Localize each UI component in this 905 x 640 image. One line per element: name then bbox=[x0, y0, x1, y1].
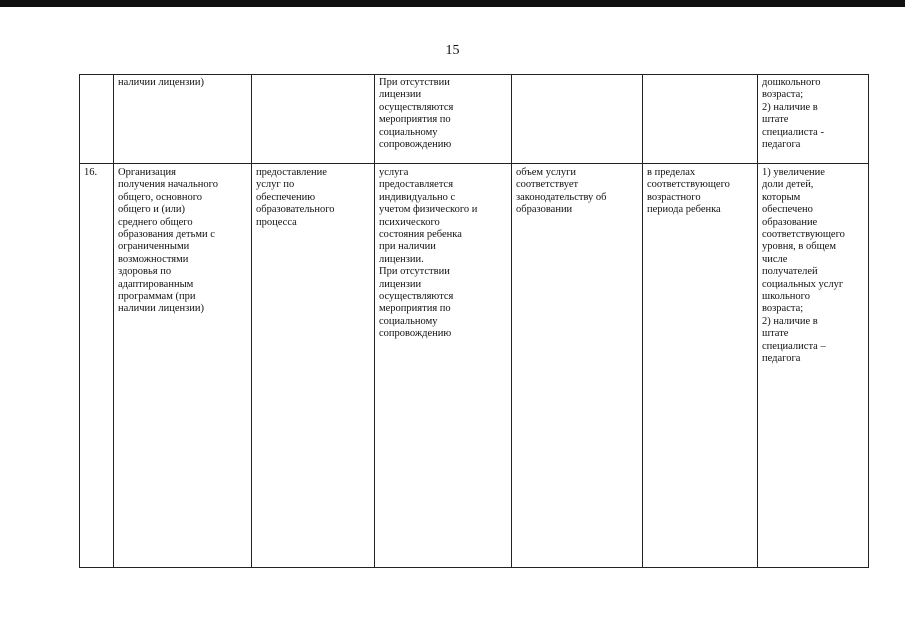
services-table bbox=[79, 74, 869, 568]
cell-provision-period bbox=[643, 164, 758, 568]
page-number: 15 bbox=[445, 43, 460, 58]
cell-service-name-text: Организация получения начального общего, основного общего и (или) среднего общего образования детьми с ограниченными возможностями здоровья по адаптированным программам (при наличии лицензии) bbox=[118, 167, 218, 315]
cell-provision-conditions-text: При отсутствии лицензии осуществляются мероприятия по социальному сопровождению bbox=[379, 77, 454, 151]
cell-service-name-text: наличии лицензии) bbox=[118, 77, 205, 88]
cell-provision-period-text: в пределах соответствующего возрастного периода ребенка bbox=[647, 167, 730, 216]
cell-number bbox=[80, 164, 114, 568]
cell-service-volume-text: объем услуги соответствует законодательству об образовании bbox=[516, 167, 607, 216]
cell-service-volume bbox=[512, 75, 643, 164]
cell-service-name bbox=[114, 164, 252, 568]
cell-provision-conditions-text: услуга предоставляется индивидуально с учетом физического и психического состояния ребенка при наличии лицензии. При отсутствии лицензии осуществляются мероприятия по социальному сопровождению bbox=[379, 167, 478, 340]
cell-number bbox=[80, 75, 114, 164]
table-row-16 bbox=[80, 164, 869, 568]
cell-provision-period bbox=[643, 75, 758, 164]
cell-quality-indicators-text: 1) увеличение доли детей, которым обеспечено образование соответствующего уровня, в общем числе получателей социальных услуг школьного возраста; 2) наличие в штате специалиста – педагога bbox=[762, 167, 845, 365]
cell-service-description-text: предоставление услуг по обеспечению образовательного процесса bbox=[256, 167, 335, 228]
cell-quality-indicators bbox=[758, 164, 869, 568]
cell-service-name bbox=[114, 75, 252, 164]
cell-provision-conditions bbox=[375, 164, 512, 568]
cell-quality-indicators-text: дошкольного возраста; 2) наличие в штате специалиста - педагога bbox=[762, 77, 824, 151]
table-row-continued bbox=[80, 75, 869, 164]
cell-service-description bbox=[252, 164, 375, 568]
top-border-bar bbox=[0, 0, 905, 7]
cell-provision-conditions bbox=[375, 75, 512, 164]
cell-quality-indicators bbox=[758, 75, 869, 164]
cell-number-text: 16. bbox=[84, 167, 98, 178]
cell-service-volume bbox=[512, 164, 643, 568]
cell-service-description bbox=[252, 75, 375, 164]
